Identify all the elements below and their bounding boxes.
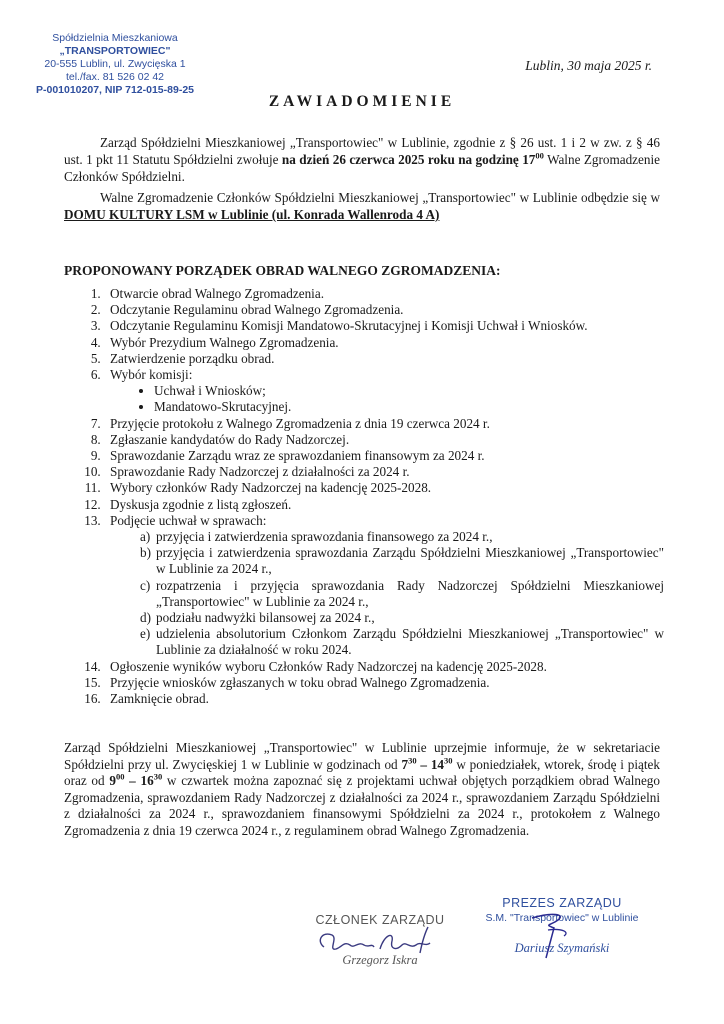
stamp-line-name: Spółdzielnia Mieszkaniowa (52, 32, 178, 44)
agenda-item: 15. Przyjęcie wniosków zgłaszanych w toku obrad Walnego Zgromadzenia. (104, 675, 664, 691)
venue-intro: Walne Zgromadzenie Członków Spółdzielni Mieszkaniowej „Transportowiec" w Lublinie odbędzie się w (100, 190, 660, 205)
dash: – (416, 756, 431, 772)
minutes: 30 (153, 771, 163, 782)
resolution-item: b) przyjęcia i zatwierdzenia sprawozdania Zarządu Spółdzielni Mieszkaniowej „Transportowiec" w Lublinie za 2024 r., (140, 545, 664, 577)
agenda-item-resolutions (104, 513, 664, 659)
intro-paragraph-1 (64, 134, 660, 185)
agenda-item: 3. Odczytanie Regulaminu Komisji Mandatowo-Skrutacyjnej i Komisji Uchwał i Wniosków. (104, 318, 664, 334)
agenda-list (64, 286, 664, 707)
hour: 9 (109, 773, 116, 788)
agenda-item-committees (104, 367, 664, 416)
agenda-item: 12. Dyskusja zgodnie z listą zgłoszeń. (104, 497, 664, 513)
document-title: ZAWIADOMIENIE (268, 93, 456, 110)
agenda-item: 2. Odczytanie Regulaminu obrad Walnego Zgromadzenia. (104, 302, 664, 318)
resolution-text: przyjęcia i zatwierdzenia sprawozdania finansowego za 2024 r., (156, 529, 493, 545)
agenda-item-label: Wybór komisji: (110, 367, 193, 383)
agenda-item: 7. Przyjęcie protokołu z Walnego Zgromadzenia z dnia 19 czerwca 2024 r. (104, 416, 664, 432)
agenda-item: 14. Ogłoszenie wyników wyboru Członków Rady Nadzorczej na kadencję 2025-2028. (104, 659, 664, 675)
agenda-item: 8. Zgłaszanie kandydatów do Rady Nadzorczej. (104, 432, 664, 448)
intro-text-end: Walne Zgromadzenie Członków Spółdzielni. (64, 152, 660, 184)
hour: 16 (140, 773, 154, 788)
intro-text: Zarząd Spółdzielni Mieszkaniowej „Transportowiec" w Lublinie, zgodnie z § 26 ust. 1 i 2 w zw. z § 46 ust. 1 pkt 11 Statutu Spółdzielni zwołuje (64, 135, 660, 167)
agenda-item: 4. Wybór Prezydium Walnego Zgromadzenia. (104, 335, 664, 351)
signature-name: Grzegorz Iskra (342, 953, 418, 967)
committee-item: • Mandatowo-Skrutacyjnej. (154, 399, 664, 415)
place-date: Lublin, 30 maja 2025 r. (525, 58, 652, 73)
dash: – (124, 773, 141, 788)
intro-section (64, 134, 660, 223)
notice-text: Zarząd Spółdzielni Mieszkaniowej „Transportowiec" w Lublinie uprzejmie informuje, że w sekretariacie Spółdzielni przy ul. Zwycięskiej 1 w Lublinie w godzinach od (64, 740, 660, 772)
stamp-line-phone: tel./fax. 81 526 02 42 (65, 71, 165, 83)
handwritten-signature-icon (492, 910, 632, 960)
signature-board-member (310, 913, 450, 968)
committee-item: • Uchwał i Wniosków; (154, 383, 664, 399)
signature-role: CZŁONEK ZARZĄDU (315, 913, 445, 927)
resolution-text: przyjęcia i zatwierdzenia sprawozdania Zarządu Spółdzielni Mieszkaniowej „Transportowiec" w Lublinie za 2024 r., (156, 545, 664, 577)
resolution-text: podziału nadwyżki bilansowej za 2024 r., (156, 610, 375, 626)
resolution-text: rozpatrzenia i przyjęcia sprawozdania Rady Nadzorczej Spółdzielni Mieszkaniowej „Transportowiec" w Lublinie za 2024 r., (156, 577, 664, 609)
intro-paragraph-2 (64, 189, 660, 223)
hours-mon-fri (401, 757, 452, 772)
meeting-time-minutes: 00 (535, 150, 544, 161)
stamp-line-ids: P-001010207, NIP 712-015-89-25 (35, 84, 194, 96)
signature-org: S.M. "Transportowiec" w Lublinie (485, 912, 639, 924)
agenda-item: 10. Sprawozdanie Rady Nadzorczej z działalności za 2024 r. (104, 464, 664, 480)
agenda-heading: PROPONOWANY PORZĄDEK OBRAD WALNEGO ZGROMADZENIA: (64, 263, 501, 278)
agenda-item: 1. Otwarcie obrad Walnego Zgromadzenia. (104, 286, 664, 302)
meeting-date (282, 152, 544, 167)
minutes: 00 (115, 771, 125, 782)
handwritten-signature-icon (310, 921, 450, 961)
resolution-item: c) rozpatrzenia i przyjęcia sprawozdania Rady Nadzorczej Spółdzielni Mieszkaniowej „Transportowiec" w Lublinie za 2024 r., (140, 577, 664, 609)
agenda-item-label: Podjęcie uchwał w sprawach: (110, 512, 267, 528)
agenda-item: 11. Wybory członków Rady Nadzorczej na kadencję 2025-2028. (104, 480, 664, 496)
stamp-line-address: 20-555 Lublin, ul. Zwycięska 1 (44, 58, 186, 70)
hour: 14 (430, 756, 444, 772)
agenda-item: 5. Zatwierdzenie porządku obrad. (104, 351, 664, 367)
resolution-item: a) przyjęcia i zatwierdzenia sprawozdania finansowego za 2024 r., (140, 529, 493, 545)
cooperative-stamp (20, 32, 210, 97)
notice-text: w czwartek można zapoznać się z projektami uchwał objętych porządkiem obrad Walnego Zgromadzenia, sprawozdaniem Rady Nadzorczej z działalności za 2024 r., sprawozdaniem Zarządu Spółdzielni z działalności za 2024 r., sprawozdaniem finansowymi Spółdzielni za 2024 r., protokołem z Walnego Zgromadzenia z dnia 19 czerwca 2024 r., z regulaminem obrad Walnego Zgromadzenia. (64, 773, 660, 838)
signature-role: PREZES ZARZĄDU (502, 896, 622, 910)
signature-president (482, 896, 642, 956)
venue-name: DOMU KULTURY LSM w Lublinie (ul. Konrada Wallenroda 4 A) (64, 207, 440, 222)
meeting-date-text: na dzień 26 czerwca 2025 roku na godzinę 17 (281, 152, 536, 167)
hour: 7 (401, 756, 409, 772)
documents-notice (64, 740, 660, 839)
agenda-item: 16. Zamknięcie obrad. (104, 691, 664, 707)
resolution-item: e) udzielenia absolutorium Członkom Zarządu Spółdzielni Mieszkaniowej „Transportowiec" w Lublinie za działalność w roku 2024. (140, 626, 664, 658)
signature-name: Dariusz Szymański (514, 941, 610, 955)
minutes: 30 (408, 755, 417, 766)
minutes: 30 (444, 755, 453, 766)
agenda-item: 9. Sprawozdanie Zarządu wraz ze sprawozdaniem finansowym za 2024 r. (104, 448, 664, 464)
stamp-line-brand: „TRANSPORTOWIEC" (59, 45, 171, 57)
resolution-item: d) podziału nadwyżki bilansowej za 2024 r., (140, 610, 375, 626)
hours-thursday (109, 773, 162, 788)
resolution-text: udzielenia absolutorium Członkom Zarządu Spółdzielni Mieszkaniowej „Transportowiec" w Lublinie za działalność w roku 2024. (156, 626, 664, 658)
notice-text: w poniedziałek, wtorek, środę i piątek oraz od (64, 756, 661, 788)
